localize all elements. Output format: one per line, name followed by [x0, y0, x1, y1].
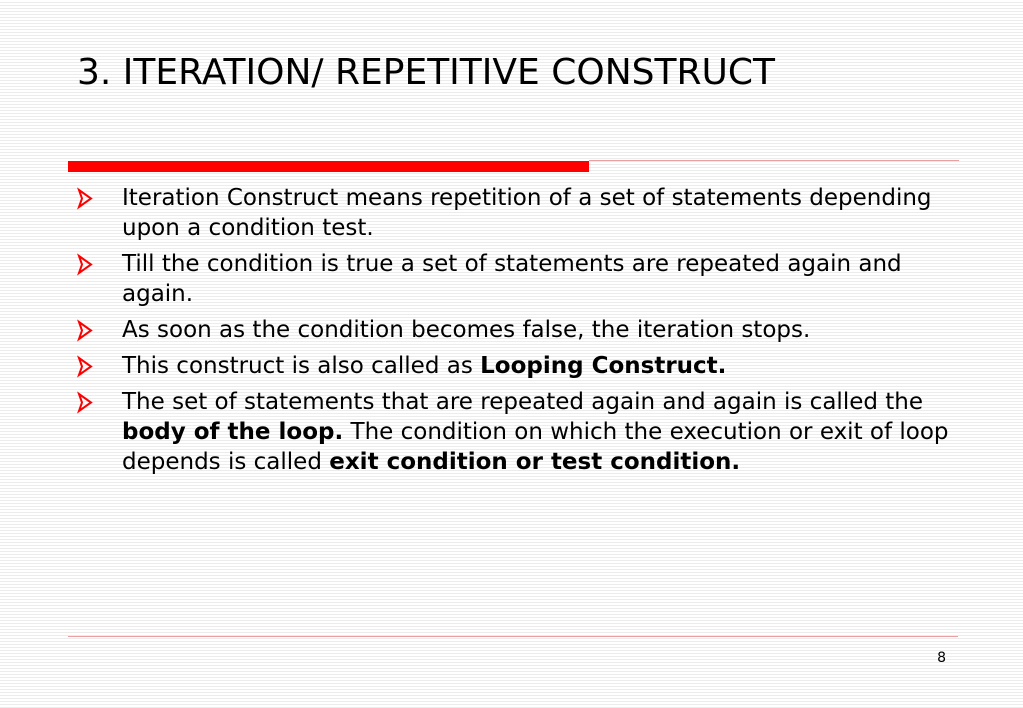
bullet-item — [76, 387, 956, 477]
bullet-bold-term: Looping Construct. — [480, 353, 727, 379]
title-underline-accent — [68, 161, 589, 172]
bullet-arrow-icon — [76, 315, 98, 345]
page-number: 8 — [937, 650, 946, 666]
bullet-bold-term: exit condition or test condition. — [329, 449, 741, 475]
bullet-text: The set of statements that are repeated again and again is called the — [122, 389, 924, 415]
bullet-arrow-icon — [76, 387, 98, 417]
bullet-arrow-icon — [76, 183, 98, 213]
bullet-item — [76, 183, 956, 243]
bullet-item — [76, 315, 956, 345]
slide-title: 3. ITERATION/ REPETITIVE CONSTRUCT — [77, 52, 775, 93]
bullet-text: Till the condition is true a set of statements are repeated again and again. — [122, 251, 902, 307]
bullet-text: This construct is also called as — [122, 353, 481, 379]
bullet-arrow-icon — [76, 249, 98, 279]
bullet-text: The condition on which the execution or exit of loop depends is called — [122, 419, 949, 475]
bullet-list — [76, 183, 956, 483]
bullet-text: Iteration Construct means repetition of a set of statements depending upon a condition test. — [122, 185, 932, 241]
bullet-text: As soon as the condition becomes false, the iteration stops. — [122, 317, 811, 343]
bullet-arrow-icon — [76, 351, 98, 381]
title-underline-thin — [589, 160, 959, 161]
bullet-item — [76, 351, 956, 381]
bullet-item — [76, 249, 956, 309]
footer-rule — [68, 636, 958, 637]
bullet-bold-term: body of the loop. — [122, 419, 344, 445]
